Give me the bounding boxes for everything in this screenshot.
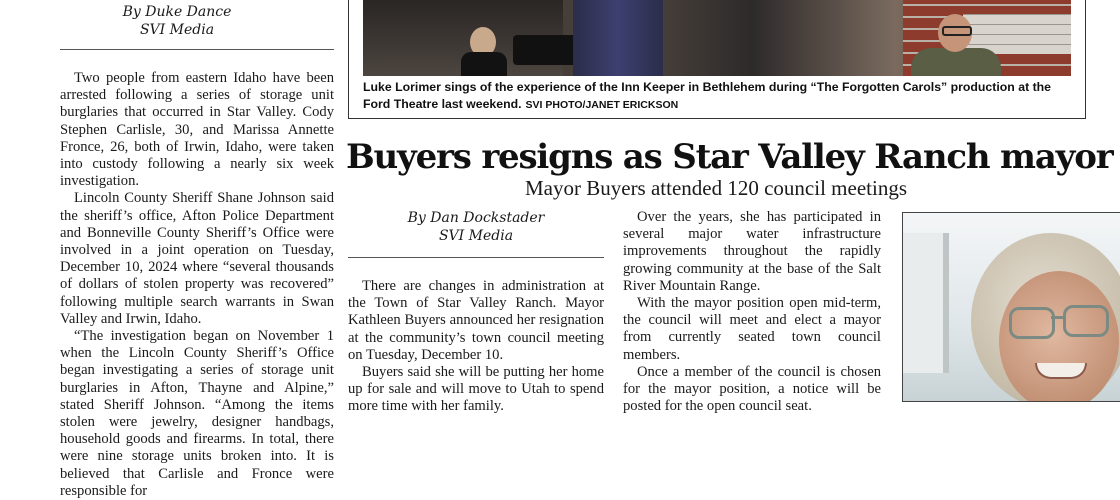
photo-man-glasses (942, 26, 972, 36)
paragraph: With the mayor position open mid-term, the council will meet and elect a mayor from currently seated town council members. (623, 295, 881, 363)
paragraph: “The investigation began on November 1 when the Lincoln County Sheriff’s Office began investigating a series of storage unit burglaries in Afton, Thayne and Alpine,” stated Sheriff Johnson. “Among the items stolen were jewelry, designer handbags, household goods and firearms. In total, there were nine storage units broken into. It is believed that Carlisle and Fronce were responsible for (60, 328, 334, 499)
portrait-window (903, 233, 949, 373)
mayor-portrait-photo (902, 212, 1120, 402)
byline-org: SVI Media (139, 22, 215, 38)
portrait-glasses-left (1009, 307, 1055, 339)
main-subhead: Mayor Buyers attended 120 council meetings (525, 176, 907, 200)
main-headline: Buyers resigns as Star Valley Ranch mayor (346, 137, 1113, 177)
byline-name: By Dan Dockstader (407, 210, 545, 226)
paragraph: Buyers said she will be putting her home up for sale and will move to Utah to spend more time with her family. (348, 364, 604, 415)
portrait-glasses-bridge (1051, 316, 1063, 319)
photo-pianist-body (461, 52, 507, 76)
left-byline-rule (60, 49, 334, 50)
paragraph: Once a member of the council is chosen for the mayor position, a notice will be posted for the open council seat. (623, 363, 881, 415)
left-article-byline (60, 3, 294, 39)
main-byline-rule (348, 257, 604, 258)
photo-singer (573, 0, 663, 76)
paragraph: Two people from eastern Idaho have been arrested following a series of storage unit burglaries that occurred in Star Valley. Cody Stephen Carlisle, 30, and Marissa Annette Fronce, 26, both of Irwin, Idaho, were taken into custody following a nearly six week investigation. (60, 70, 334, 190)
portrait-glasses-right (1063, 305, 1109, 337)
caption-text: Luke Lorimer sings of the experience of the Inn Keeper in Bethlehem during “The Forgotten Carols” production at the Ford Theatre last weekend. (363, 80, 1052, 111)
photo-frame (348, 0, 1086, 119)
main-article-column-2 (623, 209, 881, 415)
photo-credit: SVI PHOTO/JANET ERICKSON (525, 98, 679, 111)
byline-org: SVI Media (438, 228, 514, 244)
portrait-smile (1035, 363, 1087, 379)
left-article-body (60, 70, 334, 500)
theatre-photo (363, 0, 1071, 76)
paragraph: Over the years, she has participated in several major water infrastructure improvements throughout the rapidly growing community at the base of the Salt River Mountain Range. (623, 209, 881, 294)
main-article-byline (348, 209, 604, 245)
byline-name: By Duke Dance (122, 4, 232, 20)
paragraph: There are changes in administration at the Town of Star Valley Ranch. Mayor Kathleen Buyers announced her resignation at the community’s town council meeting on Tuesday, December 10. (348, 278, 604, 363)
main-article-column-1 (348, 278, 604, 416)
paragraph: Lincoln County Sheriff Shane Johnson said the sheriff’s office, Afton Police Department and Bonneville County Sheriff’s Office were involved in a joint operation on Tuesday, December 10, 2024 where “several thousands of dollars of stolen property was recovered” following multiple search warrants in Swan Valley and Irwin, Idaho. (60, 190, 334, 327)
photo-caption (363, 79, 1075, 113)
photo-man-body (911, 48, 1001, 76)
